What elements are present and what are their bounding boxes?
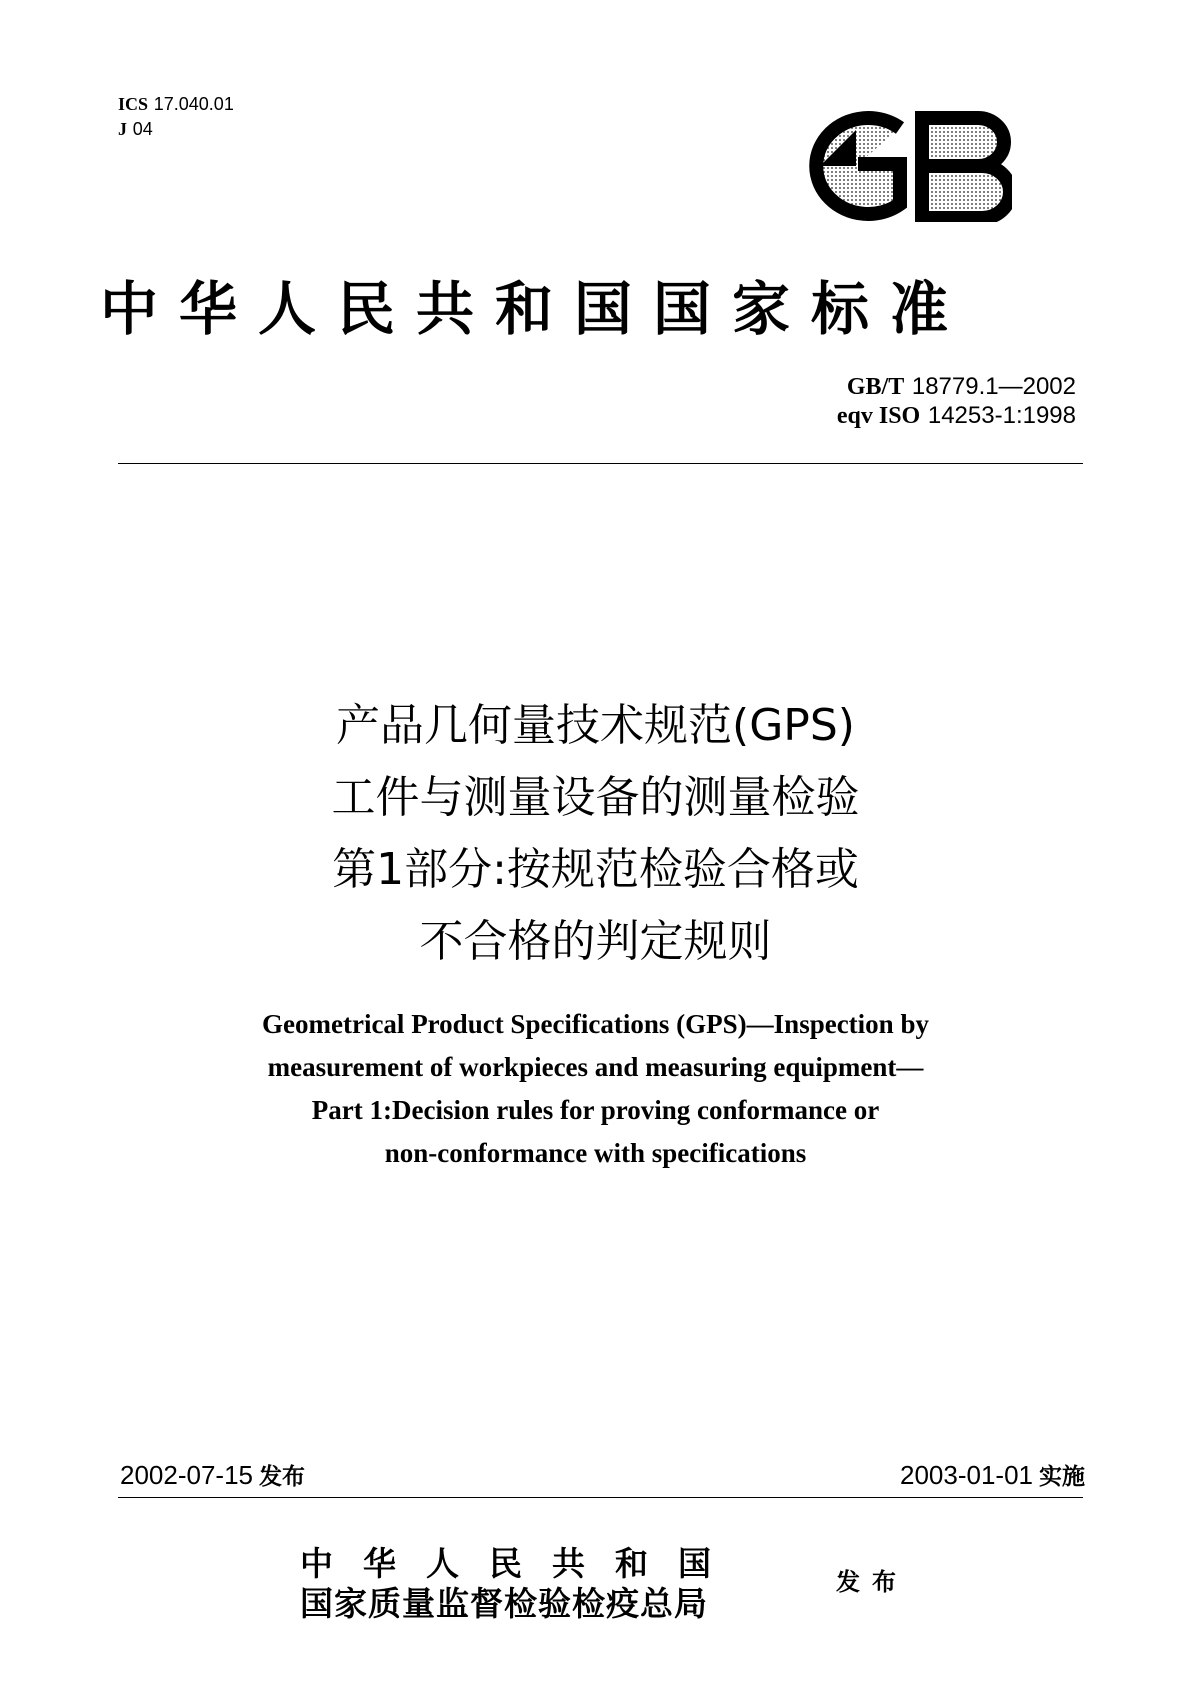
en-title-line: measurement of workpieces and measuring equipment—: [267, 1052, 924, 1082]
bottom-divider: [118, 1497, 1083, 1498]
cn-title-line: 工件与测量设备的测量检验: [331, 772, 860, 823]
national-standard-title: 中华人民共和国国家标准: [100, 275, 970, 343]
cn-title-line: 不合格的判定规则: [419, 916, 772, 967]
cn-title-line: 第1部分:按规范检验合格或: [332, 844, 859, 895]
gbt-label: GB/T: [846, 374, 905, 400]
cn-title-line: 产品几何量技术规范(GPS): [336, 700, 855, 751]
en-title-line: Part 1:Decision rules for proving conformance or: [311, 1095, 880, 1125]
logo-letter-b: [922, 118, 1010, 218]
ics-line: [118, 92, 234, 117]
en-title-line: non-conformance with specifications: [384, 1138, 807, 1168]
publisher-line-1: 中华人民共和国: [300, 1544, 741, 1583]
issue-date: [120, 1458, 305, 1491]
ccs-line: [118, 117, 234, 142]
implementation-date-suffix: 实施: [1039, 1464, 1085, 1490]
implementation-date: [900, 1458, 1085, 1491]
top-divider: [118, 463, 1083, 464]
issue-date-value: 2002-07-15: [120, 1460, 253, 1490]
en-title-line: Geometrical Product Specifications (GPS)—Inspection by: [262, 1009, 929, 1039]
classification-block: [118, 92, 234, 142]
chinese-title: [0, 690, 1191, 978]
ccs-code: 04: [132, 119, 153, 139]
ics-code: 17.040.01: [153, 94, 234, 114]
ccs-label: J: [118, 119, 127, 139]
english-title: [0, 1003, 1191, 1175]
publish-label: 发布: [836, 1568, 908, 1596]
eqv-number: 14253-1:1998: [927, 402, 1076, 429]
publisher-line-2: 国家质量监督检验检疫总局: [300, 1584, 708, 1623]
implementation-date-value: 2003-01-01: [900, 1460, 1033, 1490]
standard-number-block: [837, 372, 1076, 430]
gbt-number: 18779.1—2002: [911, 373, 1076, 400]
ics-label: ICS: [118, 94, 149, 114]
eqv-label: eqv ISO: [836, 403, 921, 429]
eqv-line: [837, 401, 1076, 430]
gb-logo: [802, 110, 1012, 222]
gbt-line: [837, 372, 1076, 401]
issue-date-suffix: 发布: [259, 1464, 305, 1490]
